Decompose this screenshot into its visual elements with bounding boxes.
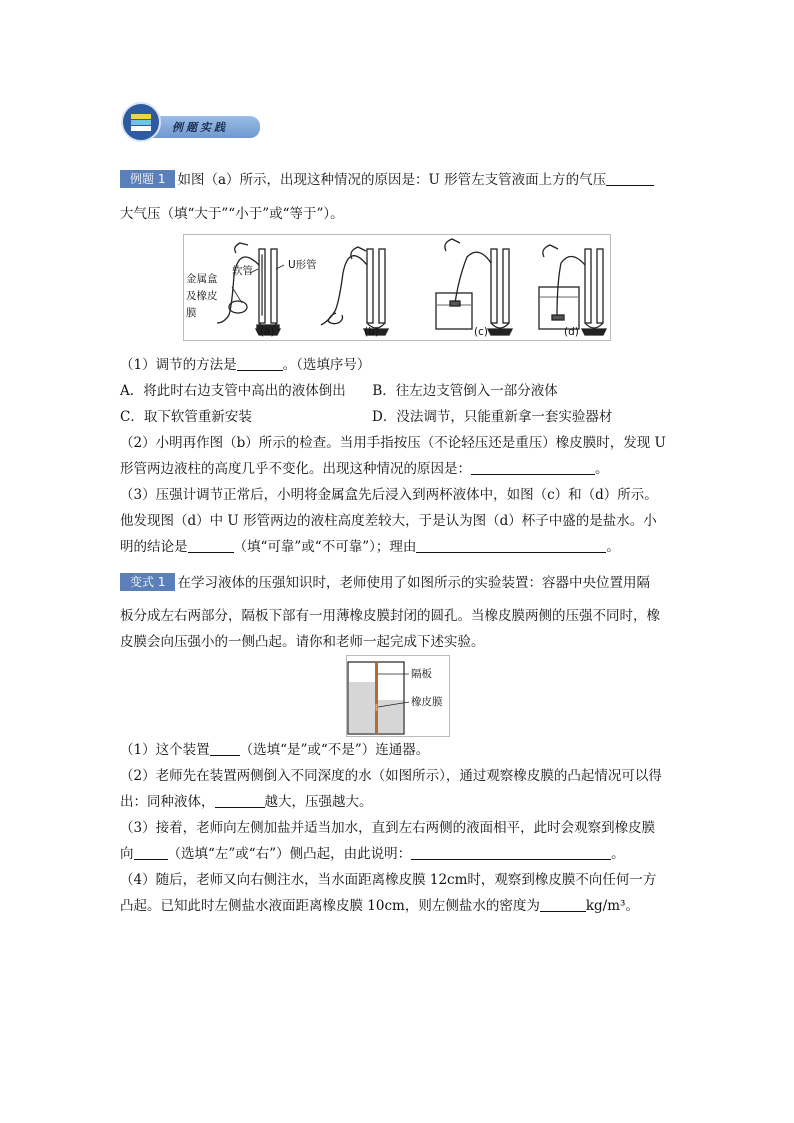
var1-line3: 皮膜会向压强小的一侧凸起。请你和老师一起完成下述实验。: [120, 634, 485, 650]
option-d: D．没法调节，只能重新拿一套实验器材: [372, 409, 613, 425]
answer-blank[interactable]: [188, 538, 234, 553]
answer-blank[interactable]: [540, 897, 586, 912]
ex1-q2-l1: （2）小明再作图（b）所示的检查。当用手指按压（不论轻压还是重压）橡皮膜时，发现 U: [120, 435, 666, 451]
ex1-q3-l2: 他发现图（d）中 U 形管两边的液柱高度差较大，于是认为图（d）杯子中盛的是盐水。小: [120, 513, 657, 529]
label-membrane: 橡皮膜: [411, 696, 443, 708]
caption-a: (a): [260, 326, 275, 338]
ex1-line1: 例题 1 如图（a）所示，出现这种情况的原因是：U 形管左支管液面上方的气压: [120, 170, 654, 190]
ex1-options-ab: [120, 381, 558, 401]
pressure-gauge-figure: [183, 234, 611, 341]
example-tag: 例题 1: [120, 170, 175, 188]
caption-b: (b): [364, 326, 379, 338]
ex1-q3-l3: 明的结论是 （填“可靠”或“不可靠”）；理由 。: [120, 539, 620, 555]
var1-q2-l1: （2）老师先在装置两侧倒入不同深度的水（如图所示），通过观察橡皮膜的凸起情况可以得: [120, 768, 662, 784]
var1-q2-l2: 出：同种液体， 越大，压强越大。: [120, 794, 373, 810]
label-partition: 隔板: [411, 668, 432, 680]
label-rubber-film: 及橡皮: [186, 290, 218, 302]
var1-q4-l1: （4）随后，老师又向右侧注水，当水面距离橡皮膜 12cm时，观察到橡皮膜不向任何一方: [120, 872, 657, 888]
answer-blank[interactable]: [606, 171, 654, 186]
variant-tag: 变式 1: [120, 573, 175, 591]
option-b: B．往左边支管倒入一部分液体: [372, 383, 558, 399]
caption-c: (c): [474, 326, 488, 338]
var1-q3-l2: 向 （选填“左”或“右”）侧凸起，由此说明： 。: [120, 846, 625, 862]
unit-kg-m3: kg/m³: [585, 898, 626, 914]
ex1-q2-l2: 形管两边液柱的高度几乎不变化。出现这种情况的原因是： 。: [120, 461, 609, 477]
book-stack-icon: [123, 104, 159, 140]
label-u-tube: U形管: [288, 259, 317, 271]
label-film-2: 膜: [186, 307, 197, 319]
ex1-line2: 大气压（填“大于”“小于”或“等于”）。: [120, 206, 344, 222]
var1-line2: 板分成左右两部分，隔板下部有一用薄橡皮膜封闭的圆孔。当橡皮膜两侧的压强不同时，橡: [120, 608, 660, 624]
ex1-q1: （1）调节的方法是 。（选填序号）: [120, 357, 371, 373]
answer-blank[interactable]: [215, 793, 265, 808]
section-title: 例题实践: [172, 121, 228, 134]
answer-blank[interactable]: [411, 845, 611, 860]
option-c: C．取下软管重新安装: [120, 409, 252, 425]
answer-blank[interactable]: [471, 460, 595, 475]
var1-q1: （1）这个装置 （选填“是”或“不是”）连通器。: [120, 742, 430, 758]
label-hose: 软管: [232, 265, 253, 277]
answer-blank[interactable]: [134, 845, 168, 860]
partition-container-figure: [346, 655, 450, 737]
ex1-q3-l1: （3）压强计调节正常后，小明将金属盒先后浸入到两杯液体中，如图（c）和（d）所示。: [120, 487, 658, 503]
pressure-gauge-diagram: [184, 235, 610, 340]
label-metal-box: 金属盒: [186, 273, 218, 285]
ex1-options-cd: [120, 407, 612, 427]
answer-blank[interactable]: [416, 538, 606, 553]
caption-d: (d): [564, 326, 579, 338]
option-a: A．将此时右边支管中高出的液体倒出: [120, 383, 346, 399]
var1-q4-l2: 凸起。已知此时左侧盐水液面距离橡皮膜 10cm，则左侧盐水的密度为 kg/m³。: [120, 898, 639, 914]
var1-line1: 变式 1 在学习液体的压强知识时，老师使用了如图所示的实验装置：容器中央位置用隔: [120, 573, 650, 593]
section-icon: [121, 102, 161, 142]
answer-blank[interactable]: [210, 741, 240, 756]
answer-blank[interactable]: [237, 356, 283, 371]
var1-q3-l1: （3）接着，老师向左侧加盐并适当加水，直到左右两侧的液面相平，此时会观察到橡皮膜: [120, 820, 656, 836]
